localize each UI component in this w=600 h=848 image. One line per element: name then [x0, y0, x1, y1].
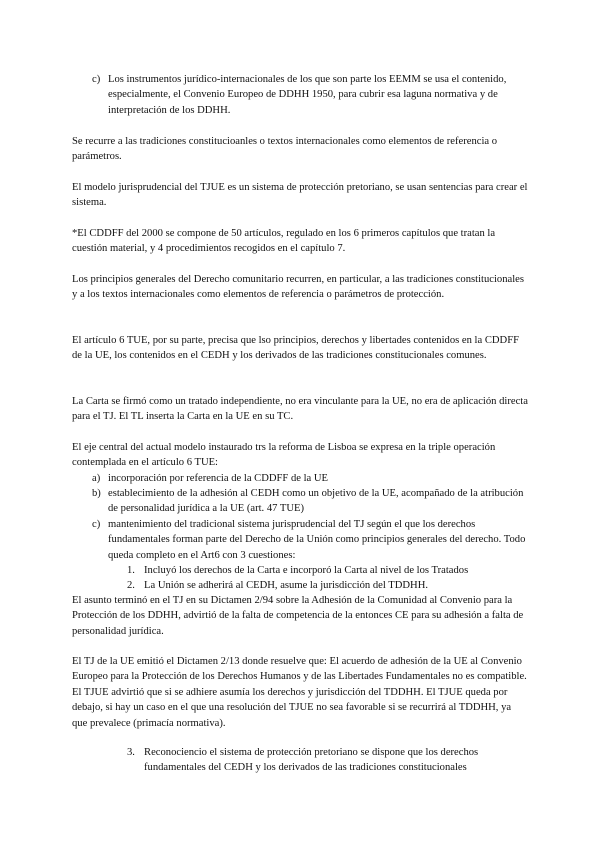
list-marker: b): [92, 488, 101, 499]
list-item-text: mantenimiento del tradicional sistema jurisprudencial del TJ según el que los derechos fundamentales forman parte del Derecho de la Unión como principios generales del derecho. Todo queda completo en el Art6 con 3 cuestiones:: [108, 519, 526, 561]
list-marker: 2.: [127, 580, 135, 591]
list-item-c2: [92, 517, 528, 563]
list-item-text: incorporación por referencia de la CDDFF de la UE: [108, 473, 329, 484]
numbered-item-3: [127, 745, 528, 776]
paragraph-tradiciones: Se recurre a las tradiciones constitucioanles o textos internacionales como elementos de referencia o parámetros.: [72, 136, 498, 163]
list-item-b: [92, 486, 528, 517]
list-item-text: La Unión se adherirá al CEDH, asume la jurisdicción del TDDHH.: [144, 580, 428, 591]
list-marker: 3.: [127, 747, 135, 758]
paragraph-carta: La Carta se firmó como un tratado independiente, no era vinculante para la UE, no era de aplicación directa para el TJ. El TL inserta la Carta en la UE en su TC.: [72, 396, 528, 423]
paragraph-eje-central: El eje central del actual modelo instaurado trs la reforma de Lisboa se expresa en la triple operación contemplada en el artículo 6 TUE:: [72, 442, 496, 469]
list-item-text: Reconociencio el sistema de protección pretoriano se dispone que los derechos fundamentales del CEDH y los derivados de las tradiciones constitucionales: [144, 747, 479, 774]
list-marker: a): [92, 473, 101, 484]
paragraph-modelo-jurisprudencial: El modelo jurisprudencial del TJUE es un sistema de protección pretoriano, se usan sentencias para crear el sistema.: [72, 182, 528, 209]
list-item-a: [92, 471, 528, 486]
list-marker: 1.: [127, 565, 135, 576]
paragraph-principios-generales: Los principios generales del Derecho comunitario recurren, en particular, a las tradiciones constitucionales y a los textos internacionales como elementos de referencia o parámetros de protección.: [72, 274, 524, 301]
numbered-item-1: [127, 563, 528, 578]
list-item-text: Incluyó los derechos de la Carta e incorporó la Carta al nivel de los Tratados: [144, 565, 469, 576]
list-marker: c): [92, 74, 101, 85]
paragraph-asunto: El asunto terminó en el TJ en su Dictamen 2/94 sobre la Adhesión de la Comunidad al Convenio para la Protección de los DDHH, advirtió de la falta de competencia de la entonces CE para su adhesión a falta de personalidad jurídica.: [72, 595, 524, 637]
list-item-text: establecimiento de la adhesión al CEDH como un objetivo de la UE, acompañado de la atribución de personalidad jurídica a la UE (art. 47 TUE): [108, 488, 524, 515]
list-marker: c): [92, 519, 101, 530]
list-item-text: Los instrumentos jurídico-internacionales de los que son parte los EEMM se usa el contenido, especialmente, el Convenio Europeo de DDHH 1950, para cubrir esa laguna normativa y de interpretación de los DDHH.: [108, 74, 507, 116]
paragraph-cddff-2000: *El CDDFF del 2000 se compone de 50 artículos, regulado en los 6 primeros capítulos que tratan la cuestión material, y 4 procedimientos recogidos en el capítulo 7.: [72, 228, 496, 255]
numbered-item-2: [127, 578, 528, 593]
paragraph-dictamen: El TJ de la UE emitió el Dictamen 2/13 donde resuelve que: El acuerdo de adhesión de la UE al Convenio Europeo para la Protección de los Derechos Humanos y de las Libertades Fundamentales no es compatible. El TJUE advirtió que si se adhiere asumía los derechos y jurisdicción del TDDHH. El TJUE queda por debajo, si hay un caso en el que una resolución del TJUE no sea favorable si se recurrirá al TDDHH, ya que prevalece (primacía normativa).: [72, 656, 527, 729]
list-item-c: [92, 72, 528, 118]
paragraph-articulo-6: El artículo 6 TUE, por su parte, precisa que lso principios, derechos y libertades contenidos en la CDDFF de la UE, los contenidos en el CEDH y los derivados de las tradiciones constitucionales comunes.: [72, 335, 519, 362]
